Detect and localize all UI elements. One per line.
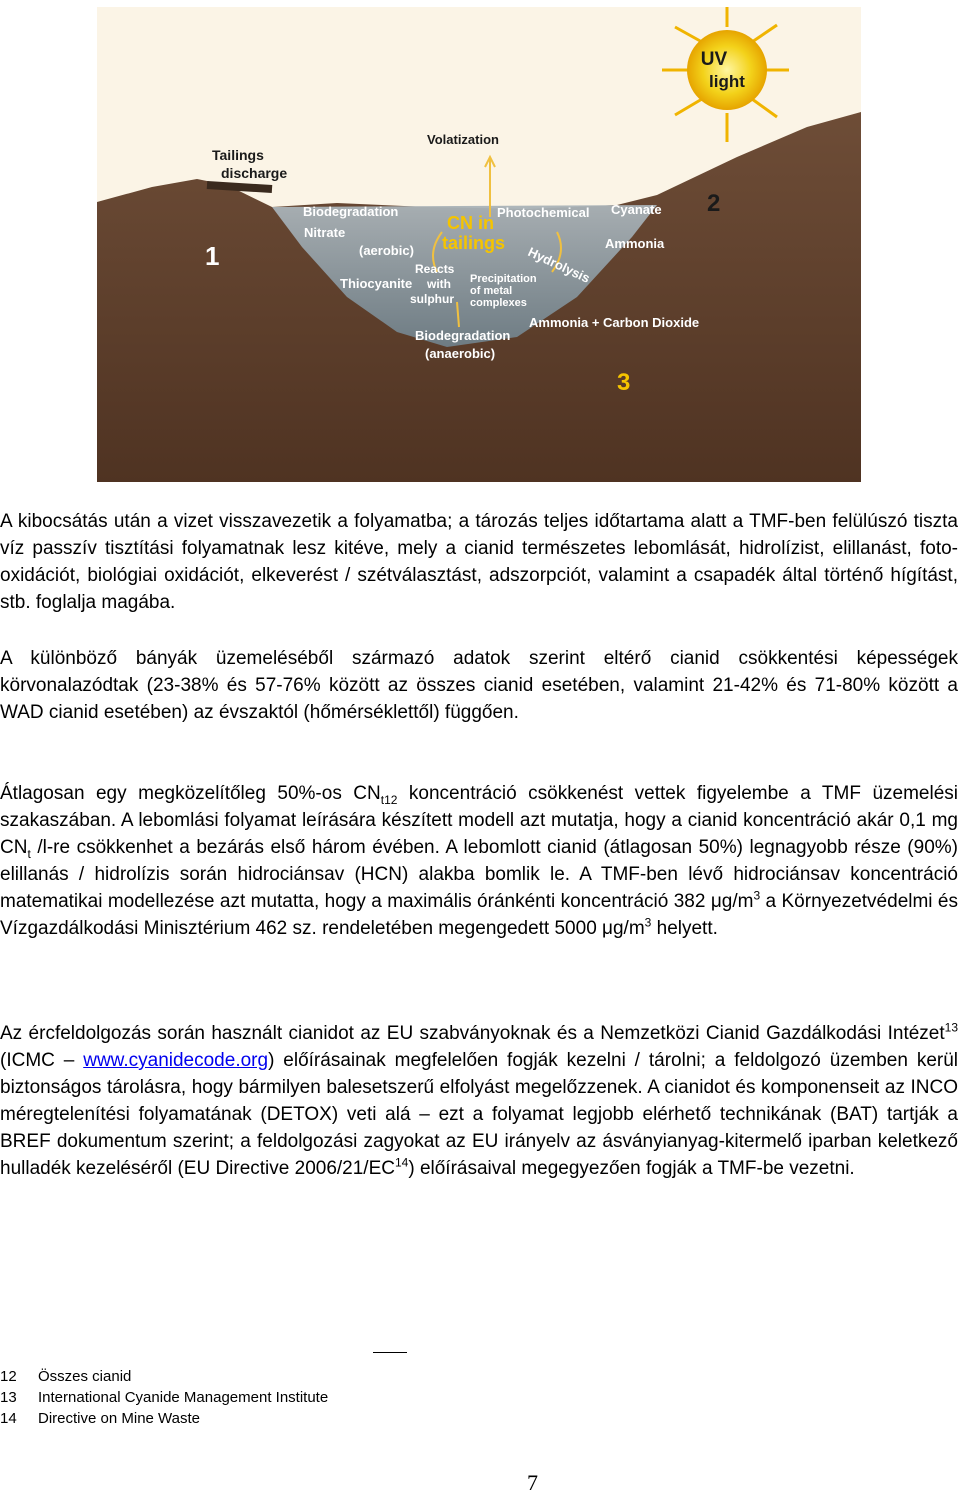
p3-part-d: a Környezetvédelmi és Vízgazdálkodási Minisztérium 462 sz. rendeletében megengedett 5000 μg/m [0, 891, 958, 939]
with-label: with [427, 277, 451, 291]
paragraph-3 [0, 780, 958, 942]
footnote-number: 14 [0, 1410, 17, 1427]
light-label: light [709, 72, 745, 91]
anaerobic-label: (anaerobic) [425, 346, 496, 361]
biodegradation-label: Biodegradation [303, 204, 399, 219]
paragraph-2-text: A különböző bányák üzemeléséből származó adatok szerint eltérő cianid csökkentési képességek körvonalazódtak (23-38% és 57-76% között az összes cianid esetében, valamint 21-42% és 71-80% között a WAD cianid esetében) az évszaktól (hőmérséklettől) függően. [0, 648, 958, 723]
cn-in-label: CN in [447, 213, 494, 233]
p3-part-c: /l-re csökkenhet a bezárás első három évében. A lebomlott cianid (átlagosan 50%) legnagyobb része (90%) elillanás / hidrolízis során hidrociánsav (HCN) alakba bomlik le. A TMF-ben lévő hidrociánsav koncentráció matematikai modellezése azt mutatta, hogy a maximális óránkénti koncentráció 382 μg/m [0, 837, 958, 912]
photochemical-label: Photochemical [497, 205, 590, 220]
zone-1-label: 1 [205, 241, 220, 271]
footnote-text: Összes cianid [38, 1368, 132, 1385]
p4-part-d: ) előírásaival megegyezően fogják a TMF-be vezetni. [408, 1158, 855, 1179]
aerobic-label: (aerobic) [359, 243, 414, 258]
sulphur-label: sulphur [410, 292, 454, 306]
ammonia-co2-label: Ammonia + Carbon Dioxide [529, 315, 700, 330]
paragraph-2 [0, 645, 958, 726]
biodegradation2-label: Biodegradation [415, 328, 511, 343]
p3-part-e: helyett. [651, 918, 718, 939]
footnote-number: 13 [0, 1389, 17, 1406]
p3-part-b: koncentráció csökkenést vettek figyelembe a TMF üzemelési szakaszában. A lebomlási folyamat leírására készített modell azt mutatja, hogy a cianid koncentráció akár 0,1 mg CN [0, 783, 958, 858]
reacts-label: Reacts [415, 262, 455, 276]
nitrate-label: Nitrate [304, 225, 346, 240]
zone-3-label: 3 [617, 369, 631, 396]
tailings-diagram-svg [97, 7, 861, 482]
paragraph-1-text: A kibocsátás után a vizet visszavezetik a folyamatba; a tározás teljes időtartama alatt a TMF-ben felülúszó tiszta víz passzív tisztítási folyamatnak lesz kitéve, mely a cianid természetes lebomlását, hidrolízist, elillanást, foto-oxidációt, biológiai oxidációt, elkeverést / szétválasztást, adszorpciót, valamint a csapadék által történő hígítást, stb. foglalja magába. [0, 511, 958, 613]
p4-part-b: (ICMC – [0, 1050, 84, 1071]
discharge-pipe [207, 185, 272, 189]
precipitation-label: Precipitation [470, 273, 537, 285]
tailings-diagram [97, 7, 861, 482]
footnote-ref-13: 13 [944, 1020, 958, 1035]
page-number: 7 [527, 1470, 538, 1495]
zone-2-label: 2 [707, 190, 721, 217]
tailings-label: Tailings [212, 147, 264, 163]
volatization-label: Volatization [427, 132, 499, 147]
ammonia-label: Ammonia [605, 236, 665, 251]
footnote-14 [0, 1408, 328, 1429]
p3-part-a: Átlagosan egy megközelítőleg 50%-os CN [0, 783, 381, 804]
footnote-number: 12 [0, 1368, 17, 1385]
footnote-12 [0, 1366, 328, 1387]
footnote-ref-14: 14 [394, 1155, 409, 1170]
p4-part-c: ) előírásainak megfelelően fogják kezelni / tárolni; a feldolgozó üzemben kerül biztonságos tárolásra, hogy bármilyen balesetszerű elfolyást megelőzzenek. A cianidot és komponenseit az INCO méregtelenítési folyamatának (DETOX) veti alá – ezt a folyamat legjobb elérhető technikának (BAT) tartják a BREF dokumentum szerint; a feldolgozási zagyokat az EU irányelv az ásványianyag-kitermelő iparban keletkező hulladék kezeléséről (EU Directive 2006/21/EC [0, 1050, 958, 1179]
thiocyanite-label: Thiocyanite [340, 276, 413, 291]
of-metal-label: of metal [470, 285, 513, 297]
paragraph-3-text [0, 780, 958, 942]
paragraph-1 [0, 508, 958, 616]
cyanate-label: Cyanate [611, 202, 662, 217]
footnote-text: Directive on Mine Waste [38, 1410, 200, 1427]
footnote-separator [373, 1352, 407, 1353]
uv-label: UV [700, 49, 728, 70]
tailings-cn-label: tailings [442, 233, 506, 253]
paragraph-4-text [0, 1020, 958, 1182]
footnote-13 [0, 1387, 328, 1408]
p3-subscript-1: t12 [380, 792, 398, 807]
p4-part-a: Az ércfeldolgozás során használt cianidot az EU szabványoknak és a Nemzetközi Cianid Gazdálkodási Intézet [0, 1023, 945, 1044]
complexes-label: complexes [470, 297, 527, 309]
p3-superscript-2: 3 [644, 915, 652, 930]
cyanidecode-link[interactable]: www.cyanidecode.org [83, 1050, 269, 1071]
p3-subscript-2: t [27, 846, 31, 861]
discharge-label: discharge [221, 165, 288, 181]
p3-superscript-1: 3 [753, 888, 761, 903]
hydrolysis-label: Hydrolysis [525, 244, 593, 286]
paragraph-4 [0, 1020, 958, 1182]
footnote-text: International Cyanide Management Institute [38, 1389, 329, 1406]
footnotes [0, 1366, 328, 1429]
